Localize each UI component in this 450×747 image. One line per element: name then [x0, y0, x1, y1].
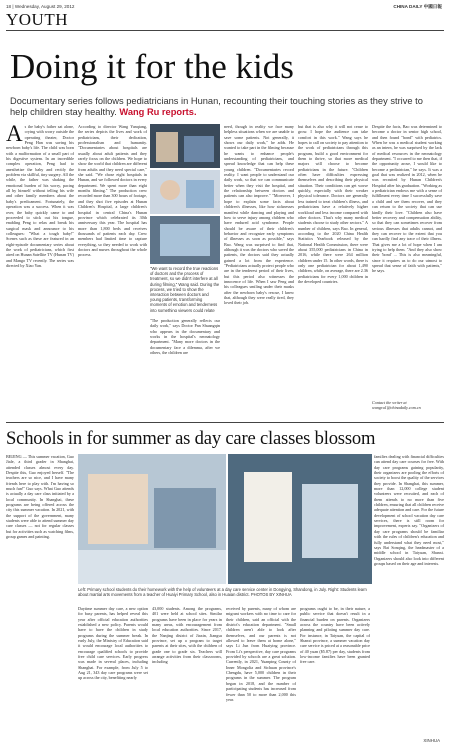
column-text: 43,000 students. Among the programs, 401 were held at school sites. Similar programs have been in place for years in many areas, with encouragement from local education authorities. Since 2017, the Nanjing district of Jiaxin, Jiangsu province, set up a program to target parents at their sites, with the children of grade one to grade six. Teachers will arrange activities from their classrooms, including	[152, 606, 222, 665]
pull-quote-text: "The production generally reflects our daily work," says Doctor Pan Shuangqin who appears in the documentary and works in the hospital's neonatology department.	[150, 318, 220, 345]
story2-column-4	[226, 606, 296, 741]
story-divider	[6, 422, 444, 423]
column-text: families dealing with financial difficulties can attend day care courses for free. With day care programs gaining popularity, their organizers are pooling the efforts of society to boost the quality of the services they provide. In Shanghai, this summer, more than 12,000 college student volunteers were recruited, and each of them attends to no more than five children, ensuring that all children receive adequate attention and care. For the future development of school vacation day care services, there is still room for improvement, experts say. "Organizers of day care programs should be familiar with the rules of children's education and fully understand what they need most," says Bai Sonqing, the headmaster of a middle school in Taiyuan, Shanxi. Organizers should also look into different groups based on their age and interests.	[374, 454, 444, 566]
column-text: but that is also why it will not cease to grow. I hope the audience can take comfort in this work." Wang says he hopes to call on society to pay attention to the work of pediatricians through this program, build a good environment for them to thrive, so that more medical majors will choose to become pediatricians in the future. "Children often have difficulties expressing themselves and describing their physical situation. Their conditions can get worse quickly, especially with their weaker physical tolerance. Doctors are generally less trained to treat children's illness, and pediatricians have a relatively higher workload and less income compared with other doctors. That's why many medical students choose to study other sectors." A number of children, says Bao. In general, according to the 2020 China Health Statistics Yearbook released by the National Health Commission, there were about 355,000 pediatricians in China in 2016, while there were 264 million children under 15. In other words, there is only one pediatrician for about 1,490 children, while, on average, there are 2.36 pediatricians for every 1,000 children in the developed countries.	[298, 124, 368, 284]
column-text: Daytime summer day care, a new option for busy parents, has helped reveal this year after official education authorities established a new policy. Parents would have to have the children in study programs during the summer break. In early July, the Ministry of Education said it would encourage local authorities to encourage qualified schools to provide free child care services. Early progress was made in several places, including Shanghai. For example, from July 5 to Aug 21, 343 day care programs were set up across the city, benefiting nearly	[78, 606, 148, 681]
documentary-stills-image	[150, 124, 220, 264]
documentary-stills	[150, 124, 220, 264]
story2-column-3	[152, 606, 222, 741]
drop-cap: A	[6, 124, 23, 146]
story2-column-1	[6, 454, 74, 741]
column-text: According to director Wang Yanqiang, the series depicts the lives and work of pediatricians, their dedication, professionalism and humanity. "Documentaries about hospitals are usually about adult patients and they rarely focus on the children. We hope to show the world that children are different from adults and they need special care," she said. "We chose eight hospitals in Hunan, and we followed doctors in every department. We spent more than eight months filming." The production crew recorded more than 300 hours of footage, and they shot five episodes at Hunan Children's Hospital, a large children's hospital in central China's Hunan province which celebrated its 30th anniversary this year. The hospital has more than 1,800 beds and receives thousands of patients each day. Crew members had limited time to capture everything, so they needed to work with doctors and nurses throughout the whole process.	[78, 124, 147, 258]
story2-photos	[78, 454, 372, 584]
agency-credit: XINHUA	[423, 738, 440, 743]
column-text: Despite the facts, Bao was determined to become a doctor in senior high school, and then found "bond" with pediatrics. When he was a medical student working as an intern, he was surprised by the lack of medical resources in the neonatology department. "I occurred to me then that, if the opportunity arose, I would like to become a pediatrician," he says. It was a goal that was realized in 2012, when he was recruited by Hunan Children's Hospital after his graduation. "Working as a pediatrician endows me with a sense of fulfillment every time I successfully save a child and see them recover, and they can return to the society that can use kindly their love. "Children also have better recovery and compensation ability, so that they can sometimes recover from serious illnesses that adults cannot, and they can recover to the extent that you can hardly find any trace of their illness. That gives me a lot of hope when I am trying to help them. "And they also show their 'bond' ... This is also meaningful, since it requires us to do our utmost to spread that sense of faith with patients," he says.	[372, 124, 442, 274]
story-column-1	[6, 124, 74, 411]
column-text: programs ought to be, in their nature, a public service that doesn't result in a financial burden on parents. Organizers across the country have been actively planning and piloting summer day care. For instance, in Taiyuan, the capital of Shanxi province, a summer vacation day care service is priced at a reasonable price of 40 yuan ($5.87) per day, students from low-income families have been granted free care.	[300, 606, 370, 665]
story-headline: Doing it for the kids	[10, 47, 294, 86]
column-text: BEIJING — This summer vacation, Guo Jiale, a third grader in Shanghai, attended classes almost every day. Despite this, Guo enjoyed herself. "The teachers are so nice, and I have many friends here to play with. I'm having so much fun!" Guo says. What Guo attends is actually a day care class initiated by a local community. In Shanghai, these programs are being offered across the city this summer vacation. In 2021, with the support of the government, many students were able to attend summer day care classes — not for regular classes but for activities such as watching films, group games and painting.	[6, 454, 74, 540]
header-rule	[6, 30, 444, 31]
story-column-5	[298, 124, 368, 411]
deck-text: Documentary series follows pediatricians in Hunan, recounting their touching stories as they strive to help children stay healthy.	[10, 96, 423, 118]
story-column-2	[78, 124, 147, 411]
stills-caption	[150, 266, 220, 312]
story-deck	[10, 96, 435, 119]
story2-column-2	[78, 606, 148, 741]
column-text: s the baby's father sat alone, crying with worry outside the operating theater, Doctor Peng Han was saving his newborn baby's life. The child was born with a malformation of a small part of his digestive system. In an incredible complex operation, Peng had to anesthetize the baby and rectify the problem via skillful, tiny surgery. All the while, the father was shaking the emotional burden of his worry, pacing all by himself without telling his wife and other family members about the baby's predicament. Fortunately, the operation was a success. When it was over, the baby quickly came to and proceeded to stick out his tongue, enabling Peng to relax and break his surgical mask and announce to his colleagues: "What a tough baby!" Scenes such as these are featured in an eight-episode documentary series about the work of pediatricians, which first aired on Hunan Satellite TV (Hunan TV) and Mango TV recently. The series was directed by Xiao Yan.	[6, 124, 74, 268]
story2-photos-image	[78, 454, 372, 584]
byline: Wang Ru reports.	[119, 107, 197, 118]
caption-left: Left: Primary school students do their homework with the help of volunteers at a day care service center in Dongying, Shandong, in July.	[78, 587, 327, 592]
section-title: YOUTH	[6, 10, 68, 29]
pull-quote-continued: "Many more doctors in the documentary face a dilemma, after we others, the children are	[150, 339, 220, 356]
story2-column-6	[374, 454, 444, 734]
masthead	[393, 4, 442, 10]
pull-quote	[150, 318, 220, 411]
story2-photo-caption	[78, 587, 372, 603]
column-text: received by parents, many of whom are migrant workers with no time to care for their children, said an official with the district's education department. "Small children aren't able to look after themselves, and our parents is not allowed to leave them at home alone," says Li Jun from Huaiying province. From Li's perspective, day care programs provided by schools are a great solution. Currently, in 2021, Yuanping County of Inner Mongolia and Sichuan province's Chengdu, have 5,000 children in their programs in the summer. The program began in 2018, and the number of participating students has increased from fewer than 50 to more than 2,000 this year.	[226, 606, 296, 702]
story-column-4	[224, 124, 294, 411]
page-info: 18 | Wednesday, August 29, 2012	[6, 4, 75, 9]
story-column-6	[372, 124, 442, 399]
caption-right: Right: Students learn about martial arts movements from a teacher of Huaiyi Primary School, also in Huaian district. PHOTOS BY XINHUA	[78, 587, 367, 598]
story2-headline: Schools in for summer as day care classes blossom	[6, 428, 376, 449]
paper-name: CHINA DAILY	[393, 4, 423, 9]
story2-column-5	[300, 606, 370, 741]
paper-name-chinese: 中國日報	[423, 5, 442, 10]
caption-text: "We want to record the true reactions of doctors and the process of treatment, so we didn't interfere at all during filming," Wang said. During the process, we tried to show the interaction between doctors and young patients, transforming moments of emotion and tenderness into something viewers could relate	[150, 266, 220, 312]
contact-line: Contact the writer at wangru1@chinadaily.com.cn	[372, 400, 421, 411]
column-text: need, though in reality we face many helpless situations when we are unable to save some patients. Not generally, it shows our daily work," he adds. He wanted to take part in the filming because he wants to enhance people's understanding of pediatricians, and spread knowledge that can help these young children. "Documentaries record reality. I want people to understand our daily work, so that we can communicate better when they visit the hospital, and the relationship between doctors and patients can also improve." "Moreover, I hope to explain some facts about children's illnesses, like how sicknesses manifest while dancing and playing and how to serve injury among children who have endured acid syndrome. People should be aware of their children's behavior and recognize early symptoms of illnesses as soon as possible," says Bao. Wang was surprised to find that, although it was the doctors who saved the patients, the doctors said they actually gained a lot from the experience. "Pediatricians actually protect people who are in the tenderest period of their lives, but this period also witnesses the innocence of life. When I saw Peng and his colleagues smiling under their masks after the newborn baby's rescue, I knew that, although they were really tired, they loved their job.	[224, 124, 294, 306]
